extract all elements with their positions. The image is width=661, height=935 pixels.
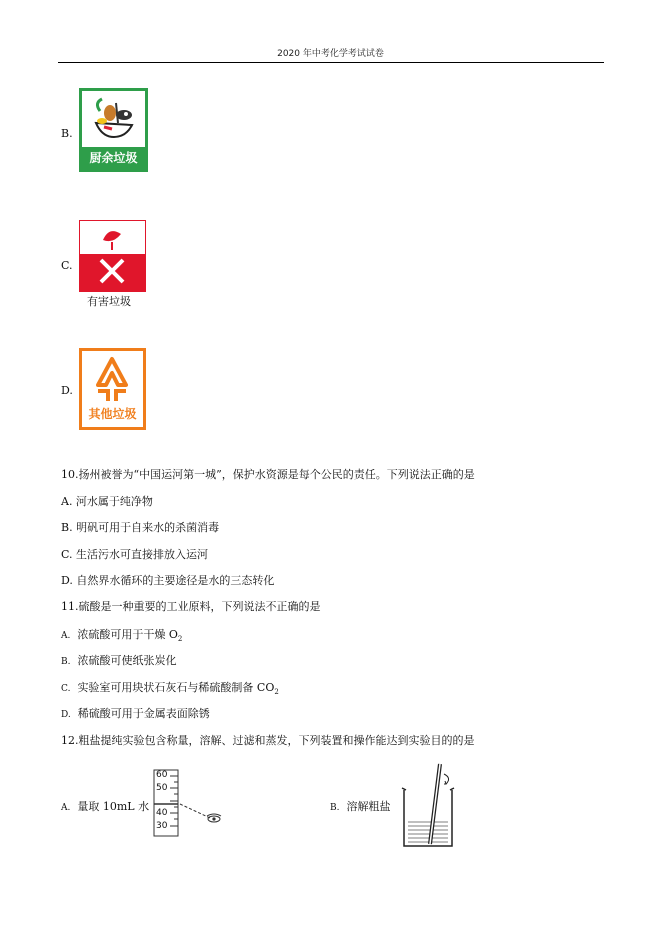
q11-stem: 11.硫酸是一种重要的工业原料，下列说法不正确的是 xyxy=(61,600,321,613)
cylinder-tick-40: 40 xyxy=(156,808,168,818)
q11-option-a xyxy=(61,626,182,643)
option-letter-c: C. xyxy=(61,259,73,272)
cylinder-tick-30: 30 xyxy=(156,821,168,831)
q11-option-c xyxy=(61,679,279,696)
q11-option-b-text: 浓硫酸可使纸张炭化 xyxy=(77,654,177,667)
q12-option-a-text: 量取 10mL 水 xyxy=(77,800,150,813)
q11-option-b-letter: B. xyxy=(61,657,71,667)
cylinder-tick-50: 50 xyxy=(156,783,168,793)
q10-option-b: B. 明矾可用于自来水的杀菌消毒 xyxy=(61,521,220,534)
option-letter-d: D. xyxy=(61,384,73,397)
hazardous-waste-label: 有害垃圾 xyxy=(87,295,131,308)
cylinder-tick-60: 60 xyxy=(156,770,168,780)
q10-option-a: A. 河水属于纯净物 xyxy=(61,495,153,508)
kitchen-waste-label: 厨余垃圾 xyxy=(82,147,145,169)
q12-option-b-letter: B. xyxy=(330,803,340,813)
q10-option-d: D. 自然界水循环的主要途径是水的三态转化 xyxy=(61,574,275,587)
q11-option-a-text: 浓硫酸可用于干燥 O xyxy=(77,628,178,641)
q11-option-d-text: 稀硫酸可用于金属表面除锈 xyxy=(77,707,210,720)
header-rule xyxy=(58,62,604,63)
hazardous-waste-icon xyxy=(79,220,146,292)
q10-option-c: C. 生活污水可直接排放入运河 xyxy=(61,548,209,561)
kitchen-waste-icon xyxy=(79,88,148,172)
q12-option-b xyxy=(330,798,390,814)
q12-option-a xyxy=(61,798,149,814)
q11-option-d xyxy=(61,705,210,721)
q11-option-b xyxy=(61,652,176,668)
q11-option-a-letter: A. xyxy=(61,631,71,641)
q12-stem: 12.粗盐提纯实验包含称量，溶解、过滤和蒸发，下列装置和操作能达到实验目的的是 xyxy=(61,734,475,747)
graduated-cylinder-icon xyxy=(150,768,230,838)
other-waste-icon xyxy=(79,348,146,430)
q12-option-a-letter: A. xyxy=(61,803,71,813)
beaker-stirring-icon xyxy=(400,760,460,852)
page-header: 2020 年中考化学考试试卷 xyxy=(277,49,384,59)
q11-option-a-sub: 2 xyxy=(177,635,183,644)
option-letter-b: B. xyxy=(61,127,73,140)
q10-stem: 10.扬州被誉为“中国运河第一城”，保护水资源是每个公民的责任。下列说法正确的是 xyxy=(61,468,475,481)
q11-option-c-sub: 2 xyxy=(274,688,279,697)
q11-option-c-text: 实验室可用块状石灰石与稀硫酸制备 CO xyxy=(77,681,275,694)
q12-option-b-text: 溶解粗盐 xyxy=(346,800,391,813)
q11-option-c-letter: C. xyxy=(61,684,71,694)
other-waste-label: 其他垃圾 xyxy=(82,403,143,425)
q11-option-d-letter: D. xyxy=(61,710,71,720)
